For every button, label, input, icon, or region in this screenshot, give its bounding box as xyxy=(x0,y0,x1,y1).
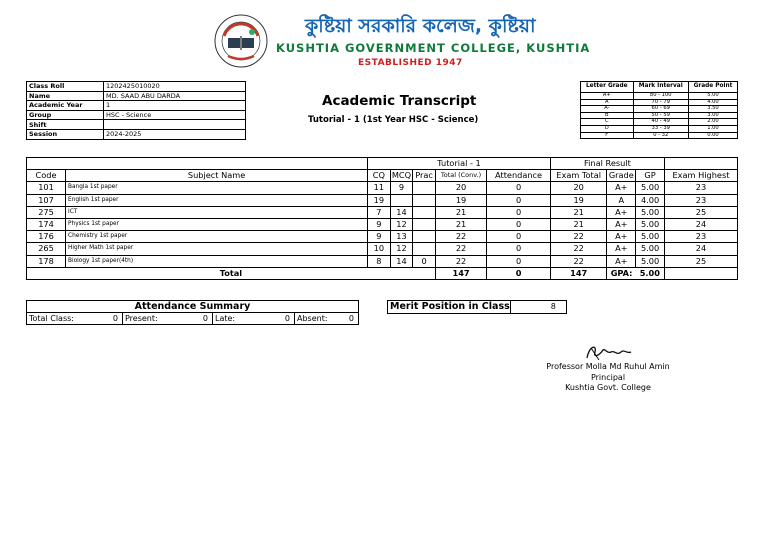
marks-cell: 275 xyxy=(27,206,66,218)
student-info-row xyxy=(27,110,246,120)
subject-name-cell: English 1st paper xyxy=(66,194,368,206)
column-header-cell: CQ xyxy=(368,170,391,182)
marks-cell: 265 xyxy=(27,243,66,255)
marks-cell: A+ xyxy=(607,255,636,267)
marks-cell: 107 xyxy=(27,194,66,206)
marks-cell: 21 xyxy=(550,206,607,218)
subject-name-cell: Higher Math 1st paper xyxy=(66,243,368,255)
transcript-title: Academic Transcript xyxy=(322,93,477,109)
principal-signature xyxy=(583,340,633,364)
marks-cell: 9 xyxy=(368,231,391,243)
marks-cell: 24 xyxy=(664,218,737,230)
column-header-cell: Attendance xyxy=(487,170,551,182)
merit-position-table xyxy=(387,300,567,314)
marks-cell: 22 xyxy=(550,231,607,243)
tutorial-group-header: Tutorial - 1 xyxy=(368,158,551,170)
marks-cell: 0 xyxy=(487,206,551,218)
grade-scale-cell: D xyxy=(581,125,634,132)
grade-scale-header-cell: Grade Point xyxy=(688,82,737,93)
marks-cell: 7 xyxy=(368,206,391,218)
marks-cell: 0 xyxy=(487,218,551,230)
marks-cell: 23 xyxy=(664,182,737,194)
grade-scale-cell: 0 - 32 xyxy=(633,132,688,139)
student-info-label: Class Roll xyxy=(27,82,104,92)
marks-cell: A+ xyxy=(607,182,636,194)
total-label: Total xyxy=(27,267,436,279)
student-info-row xyxy=(27,82,246,92)
total-conv: 147 xyxy=(435,267,486,279)
grade-scale-cell: B xyxy=(581,112,634,119)
signatory-block xyxy=(530,362,686,394)
student-info-label: Session xyxy=(27,129,104,139)
grade-scale-header-cell: Mark Interval xyxy=(633,82,688,93)
marks-cell: 19 xyxy=(435,194,486,206)
subject-row xyxy=(27,206,738,218)
marks-cell: 22 xyxy=(550,255,607,267)
marks-cell: 4.00 xyxy=(636,194,665,206)
marks-cell: 12 xyxy=(390,218,413,230)
marks-cell: 25 xyxy=(664,206,737,218)
student-info-label: Shift xyxy=(27,120,104,130)
grade-scale-table xyxy=(580,81,738,139)
marks-cell xyxy=(390,194,413,206)
marks-cell: 5.00 xyxy=(636,206,665,218)
column-header-cell: Subject Name xyxy=(66,170,368,182)
student-info-label: Name xyxy=(27,91,104,101)
marks-cell: 19 xyxy=(368,194,391,206)
subject-name-cell: Physics 1st paper xyxy=(66,218,368,230)
marks-cell: 10 xyxy=(368,243,391,255)
column-header-cell: Total (Conv.) xyxy=(435,170,486,182)
attendance-label: Present: xyxy=(123,313,192,325)
attendance-label: Total Class: xyxy=(27,313,102,325)
marks-cell: 0 xyxy=(487,231,551,243)
signatory-name: Professor Molla Md Ruhul Amin xyxy=(546,362,670,371)
grade-scale-header-row xyxy=(581,82,738,93)
attendance-label: Late: xyxy=(213,313,274,325)
column-header-cell: Prac xyxy=(413,170,436,182)
marks-cell: 0 xyxy=(487,243,551,255)
marks-cell: 24 xyxy=(664,243,737,255)
marks-cell: 5.00 xyxy=(636,255,665,267)
marks-cell: 5.00 xyxy=(636,182,665,194)
attendance-label: Absent: xyxy=(295,313,338,325)
student-info-value: MD. SAAD ABU DARDA xyxy=(104,91,246,101)
column-header-row xyxy=(27,170,738,182)
subject-row xyxy=(27,194,738,206)
grade-scale-cell: F xyxy=(581,132,634,139)
subject-row xyxy=(27,231,738,243)
marks-cell: 20 xyxy=(550,182,607,194)
student-info-value: 1202425010020 xyxy=(104,82,246,92)
grade-scale-cell: 0.00 xyxy=(688,132,737,139)
grade-scale-cell: 40 - 49 xyxy=(633,119,688,126)
marks-cell: 9 xyxy=(390,182,413,194)
marks-cell xyxy=(413,218,436,230)
grade-scale-cell: 5.00 xyxy=(688,93,737,100)
marks-cell: 12 xyxy=(390,243,413,255)
marks-cell: 21 xyxy=(435,206,486,218)
marks-cell: 22 xyxy=(435,243,486,255)
marks-cell: 22 xyxy=(435,255,486,267)
marks-cell: 0 xyxy=(413,255,436,267)
signatory-org: Kushtia Govt. College xyxy=(565,383,651,392)
grade-scale-cell: C xyxy=(581,119,634,126)
marks-cell: 23 xyxy=(664,194,737,206)
college-logo xyxy=(214,14,268,68)
marks-cell: 5.00 xyxy=(636,231,665,243)
merit-position-value: 8 xyxy=(510,301,566,314)
grade-scale-cell: A xyxy=(581,99,634,106)
marks-cell: 19 xyxy=(550,194,607,206)
total-row xyxy=(27,267,738,279)
signatory-title: Principal xyxy=(590,372,626,382)
empty-header-cell xyxy=(664,158,737,170)
marks-cell: 23 xyxy=(664,231,737,243)
marks-cell: A+ xyxy=(607,243,636,255)
group-header-row xyxy=(27,158,738,170)
grade-scale-header-cell: Letter Grade xyxy=(581,82,634,93)
subject-row xyxy=(27,182,738,194)
marks-cell: A+ xyxy=(607,206,636,218)
marks-cell xyxy=(413,194,436,206)
student-info-row xyxy=(27,101,246,111)
student-info-row xyxy=(27,91,246,101)
marks-cell: A+ xyxy=(607,231,636,243)
marks-cell: 0 xyxy=(487,182,551,194)
marks-cell: 0 xyxy=(487,194,551,206)
marks-cell: 21 xyxy=(435,218,486,230)
subject-row xyxy=(27,218,738,230)
attendance-value: 0 xyxy=(337,313,359,325)
gpa-value: 5.00 xyxy=(636,267,665,279)
total-exam: 147 xyxy=(550,267,607,279)
marks-cell xyxy=(413,182,436,194)
column-header-cell: Grade xyxy=(608,170,634,181)
grade-scale-cell: 1.00 xyxy=(688,125,737,132)
student-info-value: 2024-2025 xyxy=(104,129,246,139)
attendance-summary-table xyxy=(26,300,359,325)
subject-name-cell: Chemistry 1st paper xyxy=(66,231,368,243)
column-header-cell: Exam Total xyxy=(550,170,607,182)
grade-scale-cell: 50 - 59 xyxy=(633,112,688,119)
final-result-group-header: Final Result xyxy=(550,158,664,170)
marks-cell: 14 xyxy=(390,206,413,218)
attendance-value: 0 xyxy=(101,313,123,325)
student-info-label: Academic Year xyxy=(27,101,104,111)
attendance-values-row xyxy=(27,313,359,325)
subject-row xyxy=(27,243,738,255)
grade-scale-cell: A- xyxy=(581,106,634,113)
student-info-row xyxy=(27,120,246,130)
merit-position-label: Merit Position in Class xyxy=(388,301,511,314)
column-header-cell: GP xyxy=(636,170,665,182)
column-header-cell: Code xyxy=(27,170,66,182)
marks-cell: 9 xyxy=(368,218,391,230)
marks-cell: 14 xyxy=(390,255,413,267)
grade-scale-cell: 3.00 xyxy=(688,112,737,119)
marks-cell: 0 xyxy=(487,255,551,267)
marks-cell: 5.00 xyxy=(636,218,665,230)
marks-cell: 22 xyxy=(435,231,486,243)
transcript-subtitle: Tutorial - 1 (1st Year HSC - Science) xyxy=(308,115,479,125)
subject-name-cell: Biology 1st paper(4th) xyxy=(66,255,368,267)
marks-cell: 11 xyxy=(368,182,391,194)
student-info-value xyxy=(104,120,246,130)
marks-cell: 22 xyxy=(550,243,607,255)
marks-cell: 8 xyxy=(368,255,391,267)
marks-cell: 13 xyxy=(390,231,413,243)
marks-cell: 20 xyxy=(435,182,486,194)
college-name-english: KUSHTIA GOVERNMENT COLLEGE, KUSHTIA xyxy=(276,41,591,55)
attendance-value: 0 xyxy=(273,313,295,325)
student-info-label: Group xyxy=(27,110,104,120)
marks-cell xyxy=(413,206,436,218)
marks-cell: A+ xyxy=(607,218,636,230)
student-info-table xyxy=(26,81,246,140)
empty-cell xyxy=(664,267,737,279)
marks-cell: 178 xyxy=(27,255,66,267)
grade-scale-cell: 3.50 xyxy=(688,106,737,113)
attendance-value: 0 xyxy=(191,313,213,325)
marks-cell: 25 xyxy=(664,255,737,267)
marks-cell: A xyxy=(607,194,636,206)
gpa-label: GPA: xyxy=(607,267,636,279)
column-header-cell: Exam Highest xyxy=(664,170,737,182)
subject-row xyxy=(27,255,738,267)
attendance-summary-title: Attendance Summary xyxy=(27,301,359,313)
established-label: ESTABLISHED 1947 xyxy=(358,58,463,68)
student-info-value: HSC - Science xyxy=(104,110,246,120)
marks-table xyxy=(26,157,738,280)
marks-cell: 101 xyxy=(27,182,66,194)
grade-scale-cell: 80 - 100 xyxy=(633,93,688,100)
column-header-cell: MCQ xyxy=(391,170,412,181)
grade-scale-row xyxy=(581,132,738,139)
grade-scale-cell: 2.00 xyxy=(688,119,737,126)
marks-cell: 174 xyxy=(27,218,66,230)
marks-cell: 176 xyxy=(27,231,66,243)
student-info-row xyxy=(27,129,246,139)
subject-name-cell: ICT xyxy=(66,206,368,218)
subject-name-cell: Bangla 1st paper xyxy=(66,182,368,194)
empty-header-cell xyxy=(27,158,368,170)
student-info-value: 1 xyxy=(104,101,246,111)
marks-cell: 5.00 xyxy=(636,243,665,255)
grade-scale-cell: 4.00 xyxy=(688,99,737,106)
grade-scale-cell: 60 - 69 xyxy=(633,106,688,113)
grade-scale-cell: A+ xyxy=(581,93,634,100)
total-attendance: 0 xyxy=(487,267,551,279)
college-name-bangla: কুষ্টিয়া সরকারি কলেজ, কুষ্টিয়া xyxy=(305,15,536,37)
grade-scale-cell: 33 - 39 xyxy=(633,125,688,132)
marks-cell xyxy=(413,243,436,255)
marks-cell: 21 xyxy=(550,218,607,230)
marks-cell xyxy=(413,231,436,243)
grade-scale-cell: 70 - 79 xyxy=(633,99,688,106)
